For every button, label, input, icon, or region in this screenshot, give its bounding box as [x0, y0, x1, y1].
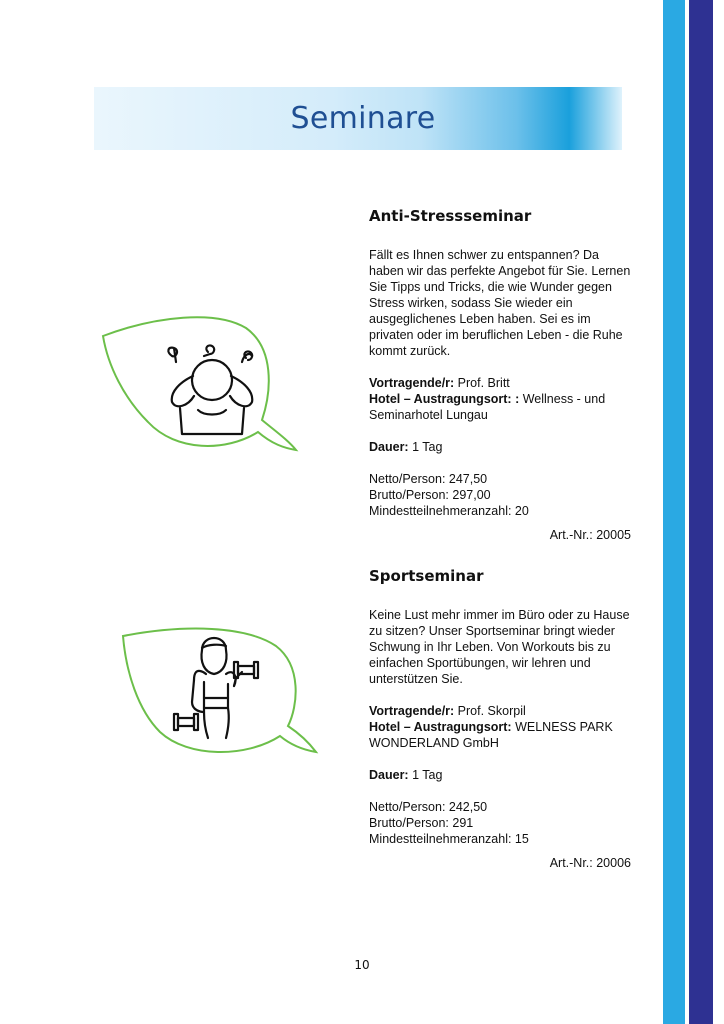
seminar-venue — [369, 719, 631, 751]
seminar-title: Anti-Stressseminar — [369, 207, 532, 225]
stressed-person-icon — [96, 292, 301, 462]
decorative-stripe-dark — [689, 0, 713, 1024]
seminar-description: Fällt es Ihnen schwer zu entspannen? Da haben wir das perfekte Angebot für Sie. Lernen Sie Tipps und Tricks, die wie Wunder gegen Stress wirken, sodass Sie wieder ein ausgeglichenes Leben haben. Sei es im privaten oder im beruflichen Leben - die Ruhe kommt zurück. — [369, 248, 631, 358]
venue-label: Hotel – Austragungsort: — [369, 720, 512, 734]
speaker-label: Vortragende/r: — [369, 704, 455, 718]
seminar-duration — [369, 439, 631, 455]
article-number: Art.-Nr.: 20006 — [549, 856, 631, 870]
min-participants: Mindestteilnehmeranzahl: 20 — [369, 504, 529, 518]
duration-value: 1 Tag — [408, 768, 443, 782]
min-participants: Mindestteilnehmeranzahl: 15 — [369, 832, 529, 846]
duration-label: Dauer: — [369, 440, 409, 454]
page-number: 10 — [354, 958, 370, 972]
speaker-label: Vortragende/r: — [369, 376, 455, 390]
duration-value: 1 Tag — [408, 440, 443, 454]
fitness-woman-icon — [116, 620, 321, 765]
seminar-duration — [369, 767, 631, 783]
section-title: Seminare — [290, 101, 436, 136]
decorative-stripe-light — [663, 0, 685, 1024]
price-net: Netto/Person: 242,50 — [369, 800, 488, 814]
article-number: Art.-Nr.: 20005 — [549, 528, 631, 542]
price-gross: Brutto/Person: 297,00 — [369, 488, 491, 502]
seminar-speaker — [369, 703, 631, 719]
seminar-sport — [369, 565, 631, 871]
venue-label: Hotel – Austragungsort: : — [369, 392, 520, 406]
speaker-value: Prof. Britt — [454, 376, 510, 390]
seminar-speaker — [369, 375, 631, 391]
seminar-venue — [369, 391, 631, 423]
venue-value: WELNESS PARK WONDERLAND GmbH — [369, 720, 613, 750]
venue-value: Wellness - und Seminarhotel Lungau — [369, 392, 606, 422]
seminar-title: Sportseminar — [369, 567, 484, 585]
seminar-anti-stress — [369, 205, 631, 543]
section-banner — [94, 87, 622, 150]
seminar-description: Keine Lust mehr immer im Büro oder zu Hause zu sitzen? Unser Sportseminar bringt wieder Schwung in Ihr Leben. Von Workouts bis zu einfachen Sportübungen, wir lehren und unterstützen Sie. — [369, 608, 630, 686]
speaker-value: Prof. Skorpil — [454, 704, 526, 718]
price-gross: Brutto/Person: 291 — [369, 816, 474, 830]
duration-label: Dauer: — [369, 768, 409, 782]
price-net: Netto/Person: 247,50 — [369, 472, 488, 486]
